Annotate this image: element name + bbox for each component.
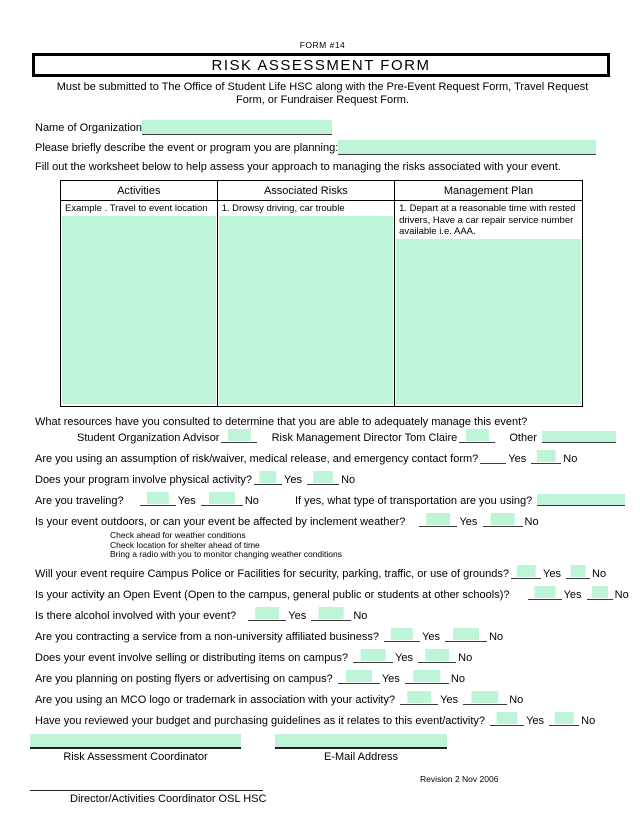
police-yes-blank[interactable] [511,567,541,579]
advisor-label: Student Organization Advisor [77,432,220,444]
no-label: No [614,588,629,601]
revision-note: Revision 2 Nov 2006 [420,774,499,784]
coordinator-signature-label: Risk Assessment Coordinator [63,750,208,763]
no-label: No [450,672,465,685]
highlight-mark [571,565,586,577]
describe-event-label: Please briefly describe the event or program you are planning: [35,142,339,154]
form-title: RISK ASSESSMENT FORM [211,56,431,74]
risk-director-label: Risk Management Director Tom Claire [271,432,458,444]
highlight-mark [472,691,499,703]
plan-input-area[interactable] [396,239,581,405]
yes-label: Yes [508,453,527,465]
no-label: No [353,609,368,622]
email-address-input[interactable] [275,734,447,749]
risks-input-area[interactable] [219,216,393,405]
physical-yes-blank[interactable] [254,473,282,485]
organization-line [35,120,610,135]
no-label: No [458,651,473,664]
alcohol-no-blank[interactable] [311,609,351,621]
activities-input-area[interactable] [62,216,216,405]
question-police [35,567,610,581]
highlight-mark [555,712,574,724]
waiver-yes-blank[interactable] [480,452,506,464]
highlight-mark [517,565,536,577]
question-flyers [35,672,610,686]
highlight-mark [490,513,515,525]
open-event-yes-blank[interactable] [528,588,562,600]
outdoors-no-blank[interactable] [483,515,523,527]
question-budget [35,714,610,728]
column-header-management-plan: Management Plan [395,181,583,201]
highlight-mark [534,586,555,598]
highlight-mark [466,429,488,441]
question-selling [35,651,610,665]
no-label: No [563,453,578,465]
form-number: FORM #14 [299,40,346,50]
describe-event-line [35,140,610,155]
question-outdoors [35,515,610,529]
signature-row [30,734,610,763]
question-text: Is your event outdoors, or can your event be affected by inclement weather? [35,516,406,528]
alcohol-yes-blank[interactable] [248,609,286,621]
email-address-label: E-Mail Address [324,750,398,763]
director-signature-block [30,779,610,805]
selling-yes-blank[interactable] [353,651,393,663]
question-open-event [35,588,629,602]
resources-options-line [35,431,610,445]
director-signature-line[interactable] [30,779,263,791]
form-title-box [32,53,610,77]
yes-label: Yes [395,651,414,664]
flyers-no-blank[interactable] [405,672,449,684]
transportation-input[interactable] [537,494,625,506]
yes-label: Yes [284,474,302,486]
highlight-mark [209,492,235,504]
highlight-mark [391,628,413,640]
other-input[interactable] [542,431,616,443]
highlight-mark [346,670,372,682]
no-label: No [341,474,356,486]
yes-label: Yes [440,693,459,706]
highlight-mark [256,607,280,619]
highlight-mark [592,586,608,598]
contracting-yes-blank[interactable] [384,630,420,642]
weather-tip: Check ahead for weather conditions [110,530,246,540]
budget-no-blank[interactable] [549,714,579,726]
organization-input[interactable] [142,120,332,135]
highlight-mark [497,712,518,724]
yes-label: Yes [288,609,307,622]
question-waiver [35,452,610,466]
yes-label: Yes [526,714,545,727]
police-no-blank[interactable] [566,567,590,579]
question-text: Does your event involve selling or distributing items on campus? [35,651,349,664]
no-label: No [581,714,596,727]
traveling-no-blank[interactable] [201,494,243,506]
risk-director-blank[interactable] [459,431,495,443]
highlight-mark [319,607,344,619]
highlight-mark [425,649,449,661]
open-event-no-blank[interactable] [587,588,613,600]
risks-example-text: 1. Drowsy driving, car trouble [221,203,345,214]
column-header-associated-risks: Associated Risks [217,181,394,201]
yes-label: Yes [543,567,561,580]
mco-logo-no-blank[interactable] [463,693,507,705]
highlight-mark [313,471,333,483]
highlight-mark [228,429,250,441]
activities-example-text: Example . Travel to event location [65,203,208,214]
question-text: Have you reviewed your budget and purchasing guidelines as it relates to this event/activity? [35,714,486,727]
question-text: Are you using an MCO logo or trademark in association with your activity? [35,693,396,706]
question-text: Are you planning on posting flyers or advertising on campus? [35,672,333,685]
highlight-mark [259,471,276,483]
highlight-mark [453,628,479,640]
question-text: Will your event require Campus Police or Facilities for security, parking, traffic, or use of grounds? [35,567,510,580]
contracting-no-blank[interactable] [445,630,487,642]
question-traveling [35,494,610,508]
question-text: Are you traveling? [35,495,124,507]
yes-label: Yes [459,516,478,528]
advisor-blank[interactable] [221,431,257,443]
organization-label: Name of Organization [35,122,142,134]
budget-yes-blank[interactable] [490,714,524,726]
question-physical [35,473,610,487]
physical-no-blank[interactable] [307,473,339,485]
column-header-activities: Activities [61,181,218,201]
table-header-row [61,181,583,201]
transportation-question-text: If yes, what type of transportation are you using? [295,495,533,507]
yes-label: Yes [563,588,582,601]
no-label: No [524,516,539,528]
plan-example-text: 1. Depart at a reasonable time with rested drivers, Have a car repair service number available i.e. AAA. [399,203,576,237]
highlight-mark [147,492,169,504]
yes-label: Yes [381,672,400,685]
question-text: Does your program involve physical activity? [35,474,253,486]
question-text: Are you using an assumption of risk/waiver, medical release, and emergency contact form? [35,453,479,465]
highlight-mark [361,649,386,661]
question-text: Is there alcohol involved with your event? [35,609,237,622]
worksheet-instruction: Fill out the worksheet below to help assess your approach to managing the risks associated with your event. [35,161,561,173]
coordinator-signature-input[interactable] [30,734,241,749]
mco-logo-yes-blank[interactable] [400,693,438,705]
question-mco-logo [35,693,610,707]
yes-label: Yes [177,495,196,507]
describe-event-input[interactable] [338,140,596,155]
question-text: Are you contracting a service from a non-university affiliated business? [35,630,380,643]
director-signature-label: Director/Activities Coordinator OSL HSC [70,792,267,805]
no-label: No [489,630,504,643]
question-alcohol [35,609,610,623]
no-label: No [509,693,524,706]
waiver-no-blank[interactable] [531,452,561,464]
highlight-mark [407,691,431,703]
risk-worksheet-table [60,180,583,407]
resources-question: What resources have you consulted to determine that you are able to adequately manage this event? [35,416,528,428]
highlight-mark [427,513,451,525]
weather-tips [110,531,610,560]
flyers-yes-blank[interactable] [338,672,380,684]
weather-tip: Bring a radio with you to monitor changing weather conditions [110,549,342,559]
traveling-yes-blank[interactable] [140,494,176,506]
highlight-mark [413,670,440,682]
highlight-mark [537,450,556,462]
question-text: Is your activity an Open Event (Open to the campus, general public or students at other schools)? [35,588,510,601]
table-row [61,201,583,407]
outdoors-yes-blank[interactable] [419,515,457,527]
question-contracting [35,630,610,644]
no-label: No [244,495,259,507]
weather-tip: Check location for shelter ahead of time [110,539,260,550]
no-label: No [592,567,607,580]
yes-label: Yes [422,630,441,643]
other-label: Other [509,432,537,444]
selling-no-blank[interactable] [418,651,456,663]
form-subtitle: Must be submitted to The Office of Student Life HSC along with the Pre-Event Request Form, Travel Request Form, or Fundraiser Request Form. [56,81,589,106]
